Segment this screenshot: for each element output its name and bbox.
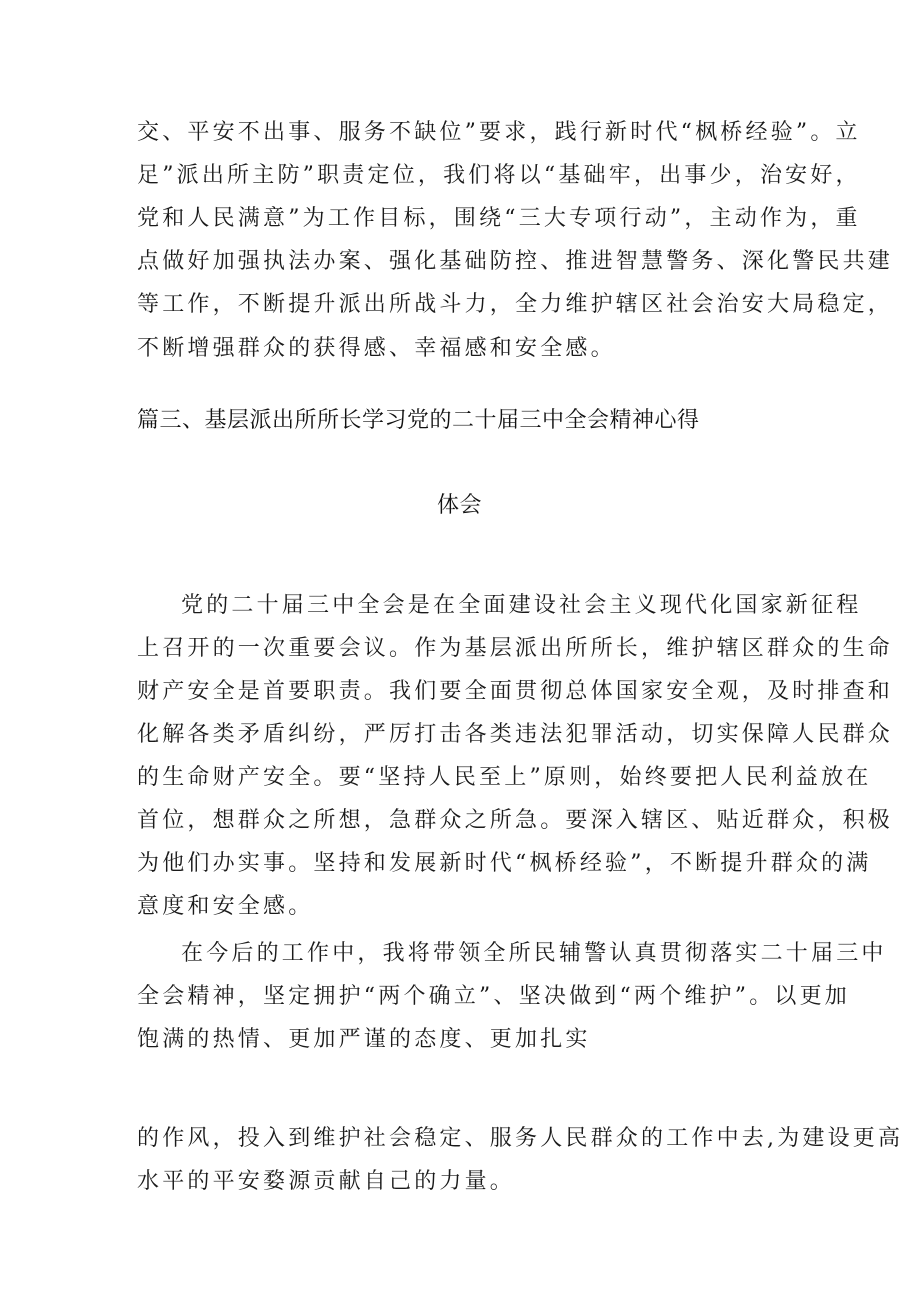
paragraph-line: 上召开的一次重要会议。作为基层派出所所长，维护辖区群众的生命 (137, 636, 894, 661)
paragraph-line: 全会精神，坚定拥护“两个确立”、坚决做到“两个维护”。以更加 (137, 984, 850, 1009)
paragraph-line: 不断增强群众的获得感、幸福感和安全感。 (137, 336, 616, 361)
paragraph-line: 意度和安全感。 (137, 894, 314, 919)
section-heading-line2: 体会 (437, 493, 483, 518)
paragraph-line: 的作风，投入到维护社会稳定、服务人民群众的工作中去,为建设更高 (137, 1126, 904, 1151)
paragraph-line: 点做好加强执法办案、强化基础防控、推进智慧警务、深化警民共建 (137, 249, 894, 274)
paragraph-line: 的生命财产安全。要“坚持人民至上”原则，始终要把人民利益放在 (137, 765, 872, 790)
paragraph-line: 化解各类矛盾纠纷，严厉打击各类违法犯罪活动，切实保障人民群众 (137, 722, 894, 747)
paragraph-line: 财产安全是首要职责。我们要全面贯彻总体国家安全观，及时排查和 (137, 679, 894, 704)
paragraph-line: 水平的平安婺源贡献自己的力量。 (137, 1169, 516, 1194)
paragraph-line: 在今后的工作中，我将带领全所民辅警认真贯彻落实二十届三中 (181, 941, 887, 966)
paragraph-line: 为他们办实事。坚持和发展新时代“枫桥经验”，不断提升群众的满 (137, 851, 872, 876)
paragraph-line: 党的二十届三中全会是在全面建设社会主义现代化国家新征程 (181, 593, 862, 618)
paragraph-line: 饱满的热情、更加严谨的态度、更加扎实 (137, 1027, 591, 1052)
paragraph-line: 交、平安不出事、服务不缺位”要求，践行新时代“枫桥经验”。立 (137, 120, 861, 145)
paragraph-line: 等工作，不断提升派出所战斗力，全力维护辖区社会治安大局稳定， (137, 292, 894, 317)
section-heading-line1: 篇三、基层派出所所长学习党的二十届三中全会精神心得 (137, 408, 700, 433)
paragraph-line: 党和人民满意”为工作目标，围绕“三大专项行动”，主动作为，重 (137, 206, 861, 231)
paragraph-line: 足”派出所主防”职责定位，我们将以“基础牢，出事少，治安好， (137, 163, 861, 188)
paragraph-line: 首位，想群众之所想，急群众之所急。要深入辖区、贴近群众，积极 (137, 808, 894, 833)
